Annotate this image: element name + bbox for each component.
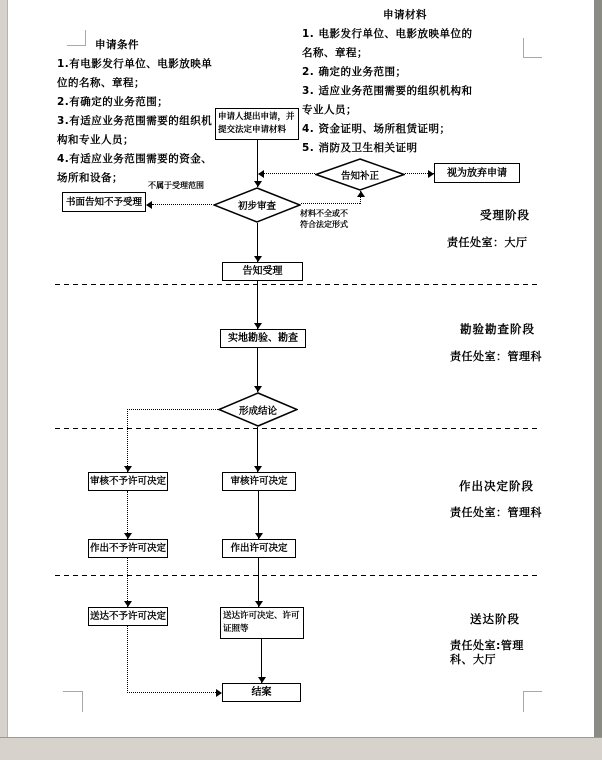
flow-line <box>258 491 259 539</box>
arrow-right <box>216 689 222 697</box>
dotted-line <box>127 692 216 693</box>
crop-mark-top-right <box>523 57 542 58</box>
application-conditions-block <box>57 36 213 188</box>
flow-box-deliver-approve: 送达许可决定、许可证照等 <box>220 607 304 639</box>
dotted-line <box>127 558 128 607</box>
arrow-down <box>255 601 263 607</box>
arrow-down <box>124 533 132 539</box>
material-item: 2. 确定的业务范围； <box>302 66 407 78</box>
decision-form-conclusion <box>218 392 298 427</box>
flow-box-review-approve: 审核许可决定 <box>222 472 296 491</box>
flow-box-review-deny: 审核不予许可决定 <box>88 472 168 491</box>
stage-dept: 责任处室:管理科、大厅 <box>450 639 524 666</box>
stage-name: 送达阶段 <box>470 612 520 626</box>
material-item: 1. 电影发行单位、电影放映单位的名称、章程； <box>302 28 473 59</box>
stage-divider <box>55 284 540 285</box>
stage-dept: 责任处室：大厅 <box>447 236 528 249</box>
condition-item: 3.有适应业务范围需要的组织机构和专业人员； <box>57 115 213 146</box>
material-item: 4. 资金证明、场所租赁证明； <box>302 123 451 135</box>
arrow-down <box>258 677 266 683</box>
decision-label: 初步审查 <box>237 201 276 212</box>
decision-label: 告知补正 <box>340 170 379 182</box>
flow-box-abandon: 视为放弃申请 <box>434 163 520 183</box>
page-margin-bottom <box>0 737 602 760</box>
stage-name: 受理阶段 <box>480 208 530 222</box>
arrow-down <box>254 323 262 329</box>
materials-title: 申请材料 <box>383 9 427 21</box>
condition-item: 1.有电影发行单位、电影放映单位的名称、章程； <box>57 58 213 89</box>
flow-line <box>257 140 258 187</box>
arrow-down <box>254 386 262 392</box>
dotted-line <box>127 491 128 539</box>
stage-name: 作出决定阶段 <box>459 479 534 493</box>
dotted-line <box>261 173 315 174</box>
page-margin-left <box>0 0 8 737</box>
decision-preliminary-review <box>213 187 301 223</box>
arrow-down <box>255 533 263 539</box>
stage-dept: 责任处室：管理科 <box>450 506 542 519</box>
arrow-down <box>124 466 132 472</box>
condition-item: 4.有适应业务范围需要的资金、场所和设备； <box>57 153 213 184</box>
decision-label: 形成结论 <box>238 405 277 417</box>
dotted-line <box>301 203 360 204</box>
application-materials-block <box>302 6 478 158</box>
arrow-left <box>258 170 264 178</box>
crop-mark-bottom-right <box>523 691 542 692</box>
arrow-down <box>124 601 132 607</box>
flow-line <box>257 281 258 329</box>
dotted-line <box>127 409 128 472</box>
crop-mark-bottom-left <box>82 691 83 712</box>
decision-notify-correction <box>315 158 405 191</box>
stage-name: 勘验勘查阶段 <box>460 322 535 336</box>
arrow-left <box>146 201 152 209</box>
arrow-right <box>428 170 434 178</box>
label-not-in-scope: 不属于受理范围 <box>148 181 204 190</box>
flow-line <box>258 558 259 607</box>
arrow-down <box>254 256 262 262</box>
page-shadow-right <box>594 0 602 760</box>
label-incomplete-material: 材料不全或不符合法定形式 <box>300 209 348 229</box>
crop-mark-top-right <box>523 38 524 58</box>
dotted-line <box>127 626 128 693</box>
material-item: 3. 适应业务范围需要的组织机构和专业人员； <box>302 85 473 116</box>
crop-mark-bottom-right <box>523 691 524 712</box>
flow-box-decide-deny: 作出不予许可决定 <box>88 539 168 558</box>
arrow-up <box>357 191 365 197</box>
flow-box-site-survey: 实地勘验、勘查 <box>220 329 306 348</box>
flow-box-decide-approve: 作出许可决定 <box>222 539 296 558</box>
material-item: 5. 消防及卫生相关证明 <box>302 142 418 154</box>
flow-box-close-case: 结案 <box>222 683 301 702</box>
arrow-down <box>254 181 262 187</box>
flow-box-accept: 告知受理 <box>222 262 303 281</box>
flow-box-deliver-deny: 送达不予许可决定 <box>88 607 168 626</box>
flow-box-apply: 申请人提出申请，并提交法定申请材料 <box>215 108 299 140</box>
dotted-line <box>152 204 212 205</box>
stage-dept: 责任处室：管理科 <box>450 350 542 363</box>
dotted-line <box>127 409 218 410</box>
arrow-down <box>254 466 262 472</box>
condition-item: 2.有确定的业务范围； <box>57 96 169 108</box>
conditions-title: 申请条件 <box>95 39 139 51</box>
flow-box-written-reject: 书面告知不予受理 <box>62 192 146 212</box>
crop-mark-bottom-left <box>63 691 83 692</box>
